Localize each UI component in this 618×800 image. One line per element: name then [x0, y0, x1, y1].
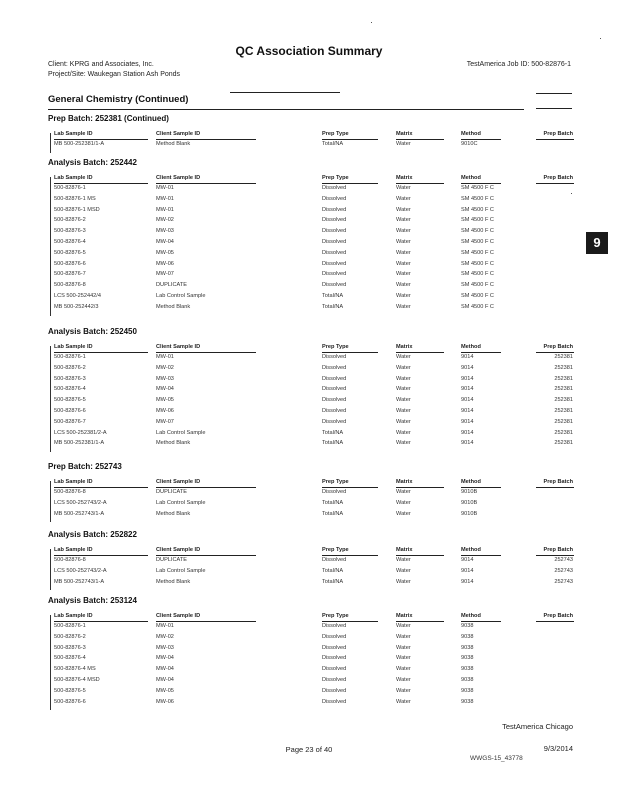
col-method: 9038 [461, 687, 474, 694]
col-lab-sample-id: 500-82876-8 [54, 282, 86, 289]
col-prep-type-header: Prep Type [322, 175, 349, 181]
col-method: SM 4500 F C [461, 271, 494, 278]
col-lab-sample-id: 500-82876-1 MS [54, 195, 96, 202]
column-underline [322, 555, 378, 556]
page-title: QC Association Summary [235, 44, 383, 58]
col-client-sample-id: MW-02 [156, 633, 174, 640]
col-lab-sample-id: 500-82876-1 MSD [54, 206, 100, 213]
col-matrix: Water [396, 354, 411, 360]
col-prep-type: Dissolved [322, 644, 347, 651]
col-client-sample-id: MW-07 [156, 271, 174, 278]
col-prep-type: Dissolved [322, 354, 347, 360]
col-lab-sample-id: 500-82876-3 [54, 644, 86, 651]
col-matrix: Water [396, 249, 411, 256]
col-client-sample-id: MW-05 [156, 249, 174, 256]
col-prep-batch-header: Prep Batch [543, 175, 573, 181]
col-client-sample-id: MW-02 [156, 364, 174, 371]
col-client-sample-id: DUPLICATE [156, 282, 187, 289]
col-client-sample-id: MW-06 [156, 698, 174, 705]
col-matrix-header: Matrix [396, 344, 413, 350]
col-prep-batch: 252381 [554, 397, 573, 404]
column-underline [156, 487, 256, 488]
col-lab-sample-id: 500-82876-7 [54, 418, 86, 425]
col-matrix: Water [396, 397, 411, 404]
col-lab-sample-id: 500-82876-6 [54, 698, 86, 705]
col-method: SM 4500 F C [461, 239, 494, 245]
col-prep-type: Dissolved [322, 185, 347, 191]
col-prep-batch: 252381 [554, 364, 573, 371]
col-matrix: Water [396, 429, 411, 436]
col-prep-type: Dissolved [322, 239, 347, 245]
col-client-sample-id: MW-03 [156, 375, 174, 382]
column-underline [54, 183, 148, 184]
col-method: 9014 [461, 375, 474, 382]
col-matrix: Water [396, 303, 411, 310]
col-method: SM 4500 F C [461, 217, 494, 224]
col-prep-type: Dissolved [322, 386, 347, 393]
col-lab-sample-id-header: Lab Sample ID [54, 131, 93, 137]
col-method: SM 4500 F C [461, 293, 494, 299]
col-lab-sample-id: 500-82876-1 [54, 185, 86, 191]
col-prep-batch: 252743 [554, 557, 573, 563]
col-matrix: Water [396, 375, 411, 382]
col-client-sample-id: MW-04 [156, 677, 174, 683]
row-bracket [50, 549, 51, 590]
col-prep-type: Dissolved [322, 260, 347, 267]
col-matrix: Water [396, 418, 411, 425]
col-matrix: Water [396, 282, 411, 289]
column-underline [396, 487, 444, 488]
col-prep-batch: 252381 [554, 375, 573, 382]
col-client-sample-id: Lab Control Sample [156, 429, 206, 436]
col-method: 9010B [461, 499, 478, 506]
page-number: Page 23 of 40 [285, 745, 333, 754]
col-method: 9014 [461, 397, 474, 404]
row-bracket [50, 481, 51, 522]
col-method: 9038 [461, 666, 474, 673]
col-lab-sample-id: 500-82876-1 [54, 623, 86, 629]
col-method: 9038 [461, 677, 474, 683]
column-underline [322, 139, 378, 140]
col-matrix-header: Matrix [396, 131, 413, 137]
doc-id: WWGS-15_43778 [470, 755, 523, 762]
batch-title: Analysis Batch: 253124 [48, 596, 137, 605]
col-matrix: Water [396, 141, 411, 147]
col-prep-type: Dissolved [322, 408, 347, 414]
report-date: 9/3/2014 [543, 744, 573, 753]
col-method: 9038 [461, 644, 474, 651]
col-method: 9014 [461, 364, 474, 371]
col-client-sample-id: MW-05 [156, 397, 174, 404]
col-matrix: Water [396, 623, 411, 629]
column-underline [536, 352, 574, 353]
column-underline [156, 555, 256, 556]
col-prep-type: Dissolved [322, 397, 347, 404]
col-lab-sample-id: 500-82876-6 [54, 260, 86, 267]
col-prep-type: Dissolved [322, 557, 347, 563]
col-matrix: Water [396, 489, 411, 495]
column-underline [396, 621, 444, 622]
batch-title: Prep Batch: 252381 (Continued) [48, 114, 169, 123]
col-prep-type-header: Prep Type [322, 613, 349, 619]
col-client-sample-id: Lab Control Sample [156, 567, 206, 574]
col-method: SM 4500 F C [461, 206, 494, 213]
col-prep-batch-header: Prep Batch [543, 547, 573, 553]
col-lab-sample-id: 500-82876-2 [54, 633, 86, 640]
col-client-sample-id: MW-03 [156, 644, 174, 651]
col-method: SM 4500 F C [461, 303, 494, 310]
col-matrix: Water [396, 185, 411, 191]
col-prep-type: Total/NA [322, 429, 344, 436]
col-prep-batch: 252743 [554, 567, 573, 574]
col-lab-sample-id: 500-82876-1 [54, 354, 86, 360]
col-prep-type: Dissolved [322, 195, 347, 202]
col-matrix-header: Matrix [396, 175, 413, 181]
column-underline [461, 352, 501, 353]
col-matrix: Water [396, 655, 411, 662]
section-tab[interactable]: 9 [586, 232, 608, 254]
col-prep-type: Dissolved [322, 677, 347, 683]
col-matrix: Water [396, 206, 411, 213]
col-prep-type: Dissolved [322, 228, 347, 235]
col-matrix: Water [396, 386, 411, 393]
column-underline [322, 352, 378, 353]
col-matrix: Water [396, 239, 411, 245]
col-prep-type: Dissolved [322, 698, 347, 705]
col-method: 9014 [461, 386, 474, 393]
col-lab-sample-id: MB 500-252381/1-A [54, 141, 105, 147]
col-client-sample-id: MW-01 [156, 195, 174, 202]
col-prep-type-header: Prep Type [322, 479, 349, 485]
col-method: 9014 [461, 557, 474, 563]
col-prep-type: Dissolved [322, 217, 347, 224]
header-rule [230, 92, 340, 93]
col-matrix: Water [396, 687, 411, 694]
col-prep-type: Dissolved [322, 206, 347, 213]
batch-title: Analysis Batch: 252450 [48, 327, 137, 336]
col-lab-sample-id: 500-82876-7 [54, 271, 86, 278]
col-client-sample-id: Method Blank [156, 141, 191, 147]
col-method: 9014 [461, 408, 474, 414]
col-prep-type-header: Prep Type [322, 547, 349, 553]
col-method: 9014 [461, 578, 474, 585]
section-title: General Chemistry (Continued) [48, 94, 189, 105]
col-lab-sample-id: 500-82876-5 [54, 397, 86, 404]
col-client-sample-id-header: Client Sample ID [156, 547, 201, 553]
col-method: 9038 [461, 655, 474, 662]
header-rule [536, 93, 572, 94]
col-lab-sample-id: 500-82876-6 [54, 408, 86, 414]
row-bracket [50, 177, 51, 316]
col-method: 9010B [461, 510, 478, 517]
column-underline [54, 621, 148, 622]
col-prep-type: Total/NA [322, 567, 344, 574]
col-client-sample-id: MW-04 [156, 655, 174, 662]
col-prep-batch: 252381 [554, 440, 573, 447]
col-method: 9010C [461, 141, 478, 147]
col-prep-type: Total/NA [322, 293, 344, 299]
col-matrix: Water [396, 698, 411, 705]
col-prep-type: Total/NA [322, 303, 344, 310]
scan-speck [571, 193, 572, 194]
col-prep-type: Dissolved [322, 282, 347, 289]
col-client-sample-id-header: Client Sample ID [156, 344, 201, 350]
col-client-sample-id: MW-01 [156, 185, 174, 191]
col-client-sample-id: MW-01 [156, 206, 174, 213]
col-lab-sample-id-header: Lab Sample ID [54, 613, 93, 619]
col-method: 9038 [461, 698, 474, 705]
column-underline [536, 487, 574, 488]
col-client-sample-id: MW-07 [156, 418, 174, 425]
row-bracket [50, 346, 51, 452]
col-prep-type: Dissolved [322, 364, 347, 371]
col-method: SM 4500 F C [461, 249, 494, 256]
col-prep-batch-header: Prep Batch [543, 613, 573, 619]
col-method: SM 4500 F C [461, 260, 494, 267]
col-lab-sample-id-header: Lab Sample ID [54, 175, 93, 181]
col-prep-type: Total/NA [322, 499, 344, 506]
col-prep-type: Dissolved [322, 655, 347, 662]
col-method: 9014 [461, 354, 474, 360]
batch-title: Analysis Batch: 252822 [48, 530, 137, 539]
column-underline [54, 352, 148, 353]
col-matrix: Water [396, 644, 411, 651]
col-method: 9014 [461, 418, 474, 425]
col-prep-type: Total/NA [322, 440, 344, 447]
column-underline [322, 621, 378, 622]
col-matrix: Water [396, 666, 411, 673]
col-client-sample-id: DUPLICATE [156, 489, 187, 495]
column-underline [54, 487, 148, 488]
col-client-sample-id-header: Client Sample ID [156, 175, 201, 181]
col-lab-sample-id: LCS 500-252743/2-A [54, 567, 107, 574]
col-client-sample-id-header: Client Sample ID [156, 131, 201, 137]
col-matrix: Water [396, 557, 411, 563]
col-lab-sample-id: 500-82876-8 [54, 557, 86, 563]
col-lab-sample-id: LCS 500-252381/2-A [54, 429, 107, 436]
col-lab-sample-id: MB 500-252743/1-A [54, 510, 105, 517]
column-underline [536, 555, 574, 556]
column-underline [322, 183, 378, 184]
col-matrix: Water [396, 499, 411, 506]
col-method-header: Method [461, 175, 481, 181]
header-rule [536, 108, 572, 109]
lab-job-id: TestAmerica Job ID: 500-82876-1 [466, 61, 571, 68]
col-lab-sample-id: LCS 500-252743/2-A [54, 499, 107, 506]
col-matrix: Water [396, 578, 411, 585]
scan-speck [600, 38, 601, 39]
col-matrix: Water [396, 271, 411, 278]
scan-speck [371, 22, 372, 23]
col-lab-sample-id: 500-82876-2 [54, 217, 86, 224]
column-underline [396, 139, 444, 140]
col-method: 9010B [461, 489, 478, 495]
col-prep-batch: 252381 [554, 429, 573, 436]
col-lab-sample-id-header: Lab Sample ID [54, 547, 93, 553]
col-prep-type: Dissolved [322, 418, 347, 425]
batch-title: Prep Batch: 252743 [48, 462, 122, 471]
col-method: 9014 [461, 567, 474, 574]
column-underline [461, 487, 501, 488]
column-underline [396, 555, 444, 556]
col-prep-type: Dissolved [322, 489, 347, 495]
col-lab-sample-id: 500-82876-4 [54, 239, 86, 245]
column-underline [156, 352, 256, 353]
col-prep-type: Dissolved [322, 375, 347, 382]
col-lab-sample-id: 500-82876-8 [54, 489, 86, 495]
col-client-sample-id: MW-04 [156, 666, 174, 673]
batch-title: Analysis Batch: 252442 [48, 158, 137, 167]
row-bracket [50, 133, 51, 153]
column-underline [461, 183, 501, 184]
col-method: SM 4500 F C [461, 282, 494, 289]
column-underline [461, 555, 501, 556]
col-method-header: Method [461, 479, 481, 485]
col-lab-sample-id: 500-82876-4 [54, 386, 86, 393]
col-matrix: Water [396, 567, 411, 574]
col-client-sample-id: Lab Control Sample [156, 499, 206, 506]
col-method-header: Method [461, 344, 481, 350]
client-line: Client: KPRG and Associates, Inc. [48, 61, 154, 68]
col-prep-batch-header: Prep Batch [543, 131, 573, 137]
col-prep-type: Total/NA [322, 578, 344, 585]
column-underline [322, 487, 378, 488]
col-client-sample-id-header: Client Sample ID [156, 479, 201, 485]
col-client-sample-id: MW-01 [156, 623, 174, 629]
col-method: 9014 [461, 440, 474, 447]
col-method: SM 4500 F C [461, 228, 494, 235]
col-matrix: Water [396, 677, 411, 683]
column-underline [536, 621, 574, 622]
col-matrix: Water [396, 633, 411, 640]
col-client-sample-id: MW-03 [156, 228, 174, 235]
col-prep-batch: 252381 [554, 408, 573, 414]
col-lab-sample-id: 500-82876-4 [54, 655, 86, 662]
col-method: SM 4500 F C [461, 195, 494, 202]
column-underline [54, 555, 148, 556]
row-bracket [50, 615, 51, 710]
col-prep-batch-header: Prep Batch [543, 344, 573, 350]
col-matrix-header: Matrix [396, 547, 413, 553]
col-matrix: Water [396, 364, 411, 371]
column-underline [396, 183, 444, 184]
lab-name: TestAmerica Chicago [502, 722, 573, 731]
col-prep-type: Total/NA [322, 141, 344, 147]
col-client-sample-id: MW-01 [156, 354, 174, 360]
col-client-sample-id: DUPLICATE [156, 557, 187, 563]
col-lab-sample-id: 500-82876-2 [54, 364, 86, 371]
col-method: SM 4500 F C [461, 185, 494, 191]
col-method-header: Method [461, 547, 481, 553]
col-lab-sample-id: 500-82876-5 [54, 687, 86, 694]
col-client-sample-id: Method Blank [156, 510, 191, 517]
col-prep-type: Dissolved [322, 687, 347, 694]
col-method-header: Method [461, 131, 481, 137]
col-lab-sample-id: MB 500-252743/1-A [54, 578, 105, 585]
column-underline [536, 183, 574, 184]
col-lab-sample-id: 500-82876-5 [54, 249, 86, 256]
col-prep-batch: 252381 [554, 418, 573, 425]
column-underline [461, 139, 501, 140]
col-matrix-header: Matrix [396, 613, 413, 619]
section-rule [48, 109, 524, 110]
col-prep-type: Dissolved [322, 666, 347, 673]
col-matrix: Water [396, 408, 411, 414]
col-matrix: Water [396, 195, 411, 202]
col-lab-sample-id: 500-82876-4 MS [54, 666, 96, 673]
col-matrix: Water [396, 440, 411, 447]
col-client-sample-id: MW-05 [156, 687, 174, 694]
col-lab-sample-id: 500-82876-3 [54, 375, 86, 382]
col-prep-type: Dissolved [322, 249, 347, 256]
col-matrix: Water [396, 217, 411, 224]
col-client-sample-id: Method Blank [156, 303, 191, 310]
col-matrix: Water [396, 260, 411, 267]
col-client-sample-id: Method Blank [156, 440, 191, 447]
col-prep-batch-header: Prep Batch [543, 479, 573, 485]
col-method-header: Method [461, 613, 481, 619]
col-lab-sample-id: LCS 500-252442/4 [54, 293, 101, 299]
col-prep-type: Dissolved [322, 633, 347, 640]
column-underline [156, 139, 256, 140]
col-matrix: Water [396, 510, 411, 517]
column-underline [156, 183, 256, 184]
column-underline [461, 621, 501, 622]
col-matrix: Water [396, 228, 411, 235]
col-client-sample-id: MW-04 [156, 386, 174, 393]
col-client-sample-id: MW-06 [156, 260, 174, 267]
col-lab-sample-id: MB 500-252381/1-A [54, 440, 105, 447]
col-prep-type: Dissolved [322, 623, 347, 629]
col-client-sample-id-header: Client Sample ID [156, 613, 201, 619]
col-client-sample-id: Method Blank [156, 578, 191, 585]
col-prep-type: Dissolved [322, 271, 347, 278]
col-method: 9014 [461, 429, 474, 436]
col-method: 9038 [461, 633, 474, 640]
column-underline [156, 621, 256, 622]
column-underline [396, 352, 444, 353]
col-prep-type: Total/NA [322, 510, 344, 517]
col-matrix-header: Matrix [396, 479, 413, 485]
col-client-sample-id: Lab Control Sample [156, 293, 206, 299]
col-prep-batch: 252743 [554, 578, 573, 585]
col-client-sample-id: MW-02 [156, 217, 174, 224]
column-underline [54, 139, 148, 140]
col-lab-sample-id: MB 500-252442/3 [54, 303, 99, 310]
col-lab-sample-id-header: Lab Sample ID [54, 479, 93, 485]
col-prep-type-header: Prep Type [322, 344, 349, 350]
col-prep-type-header: Prep Type [322, 131, 349, 137]
col-prep-batch: 252381 [554, 386, 573, 393]
col-client-sample-id: MW-06 [156, 408, 174, 414]
col-lab-sample-id: 500-82876-4 MSD [54, 677, 100, 683]
col-lab-sample-id: 500-82876-3 [54, 228, 86, 235]
column-underline [536, 139, 574, 140]
col-client-sample-id: MW-04 [156, 239, 174, 245]
col-method: 9038 [461, 623, 474, 629]
col-lab-sample-id-header: Lab Sample ID [54, 344, 93, 350]
project-line: Project/Site: Waukegan Station Ash Ponds [48, 71, 181, 78]
col-prep-batch: 252381 [554, 354, 573, 360]
col-matrix: Water [396, 293, 411, 299]
